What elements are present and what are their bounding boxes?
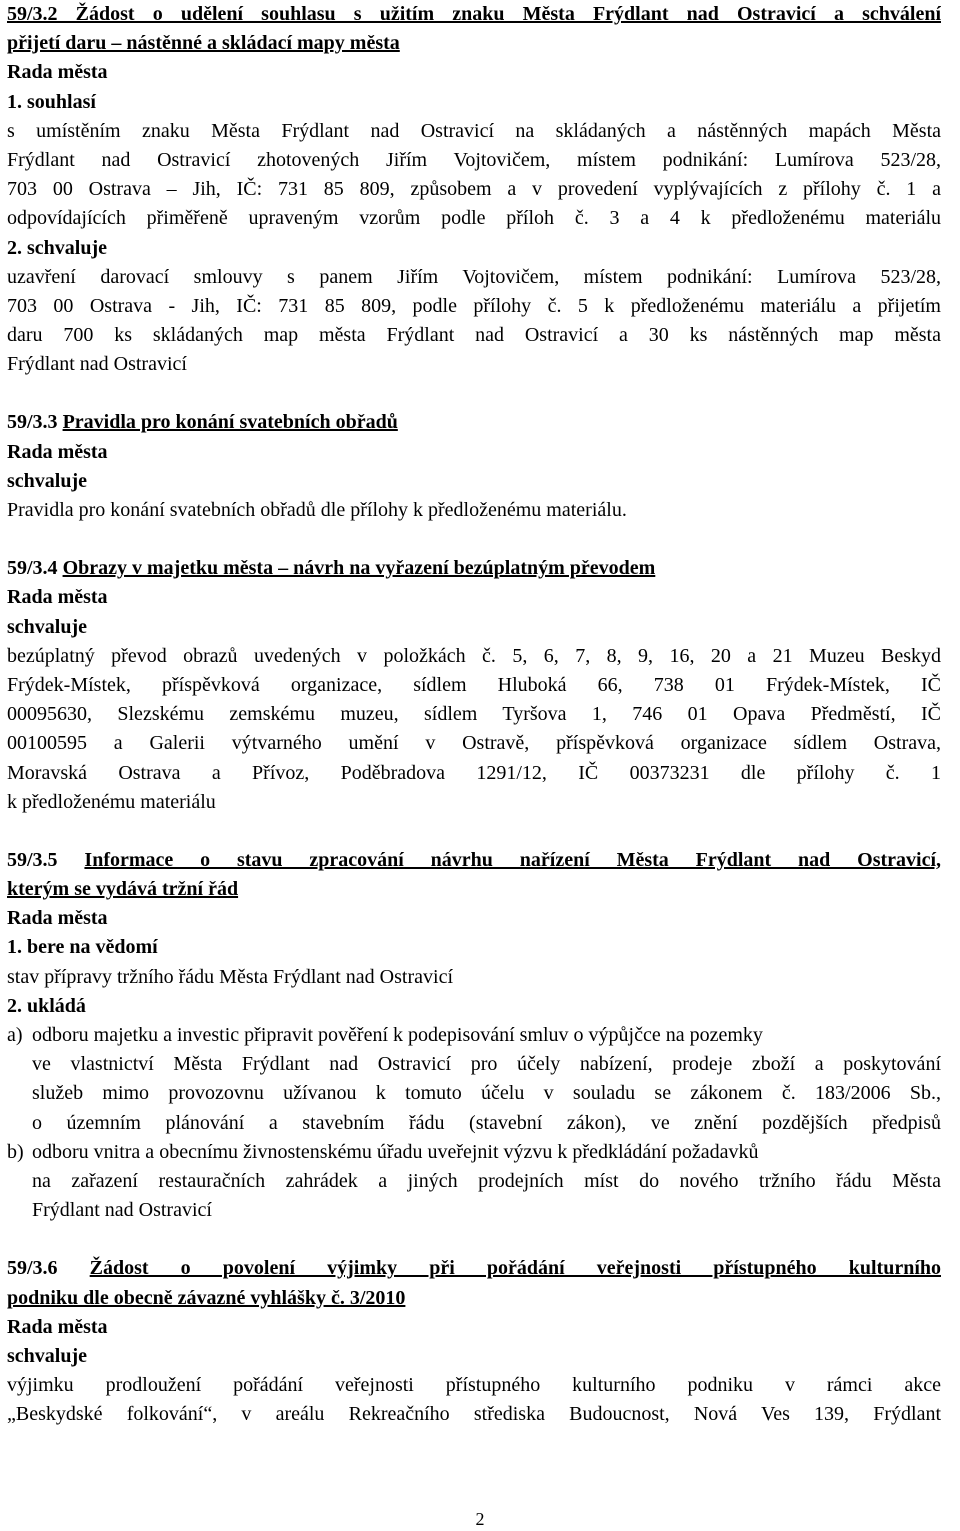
section-title: Obrazy v majetku města – návrh na vyřazení bezúplatným převodem (62, 557, 656, 580)
page-number: 2 (475, 1509, 485, 1529)
text-line: o územním plánování a stavebním řádu (stavební zákon), ve znění pozdějších předpisů (32, 1111, 941, 1134)
text-line: uzavření darovací smlouvy s panem Jiřím Vojtovičem, místem podnikání: Lumírova 523/28, (7, 265, 941, 288)
text-line: 703 00 Ostrava - Jih, IČ: 731 85 809, podle přílohy č. 5 k předloženému materiálu a přijetím (7, 294, 941, 317)
section-number: 59/3.5 (7, 848, 58, 871)
section-number: 59/3.6 (7, 1257, 58, 1280)
section-title: Informace o stavu zpracování návrhu nařízení Města Frýdlant nad Ostravicí, (84, 848, 941, 871)
resolution-verb: schvaluje (7, 1344, 87, 1367)
text-line: Moravská Ostrava a Přívoz, Poděbradova 1291/12, IČ 00373231 dle přílohy č. 1 (7, 761, 941, 784)
text-line: Frýdek-Místek, příspěvková organizace, sídlem Hluboká 66, 738 01 Frýdek-Místek, IČ (7, 673, 941, 696)
text-line: daru 700 ks skládaných map města Frýdlant nad Ostravicí a 30 ks nástěnných map města (7, 324, 941, 347)
item-label: b) (7, 1140, 24, 1163)
heading-59-3-4 (7, 554, 941, 583)
text-line: Frýdlant nad Ostravicí zhotovených Jiřím Vojtovičem, místem podnikání: Lumírova 523/28, (7, 148, 941, 171)
text-line: výjimku prodloužení pořádání veřejnosti přístupného kulturního podniku v rámci akce (7, 1374, 941, 1397)
heading-59-3-2-line1: 59/3.2 Žádost o udělení souhlasu s užitím znaku Města Frýdlant nad Ostravicí a schválení (7, 3, 941, 25)
text-line: stav přípravy tržního řádu Města Frýdlant nad Ostravicí (7, 965, 453, 988)
text-line: Frýdlant nad Ostravicí (32, 1199, 212, 1222)
text-line: „Beskydské folkování“, v areálu Rekreačního střediska Budoucnost, Nová Ves 139, Frýdlant (7, 1403, 941, 1426)
heading-59-3-6-line2: podniku dle obecně závazné vyhlášky č. 3/2010 (7, 1286, 406, 1309)
document-page (7, 0, 941, 1429)
resolution-verb: schvaluje (7, 469, 87, 492)
body-label: Rada města (7, 440, 108, 463)
text-line: služeb mimo provozovnu užívanou k tomuto účelu v souladu se zákonem č. 183/2006 Sb., (32, 1082, 941, 1105)
list-item-b (7, 1138, 941, 1167)
section-number: 59/3.4 (7, 557, 58, 580)
section-number: 59/3.3 (7, 411, 58, 434)
body-label: Rada města (7, 586, 108, 609)
heading-59-3-3 (7, 408, 941, 437)
text-line: odboru vnitra a obecnímu živnostenskému úřadu uveřejnit výzvu k předkládání požadavků (32, 1140, 759, 1163)
text-line: na zařazení restauračních zahrádek a jiných prodejních míst do nového tržního řádu Města (32, 1169, 941, 1192)
body-label: Rada města (7, 61, 108, 84)
text-line: Pravidla pro konání svatebních obřadů dle přílohy k předloženému materiálu. (7, 499, 627, 521)
resolution-point-title: 2. ukládá (7, 994, 86, 1017)
heading-59-3-6-line1 (7, 1254, 941, 1283)
text-line: s umístěním znaku Města Frýdlant nad Ostravicí na skládaných a nástěnných mapách Města (7, 119, 941, 142)
item-label: a) (7, 1024, 23, 1046)
resolution-point-title: 1. souhlasí (7, 90, 96, 113)
body-label: Rada města (7, 907, 108, 930)
body-label: Rada města (7, 1315, 108, 1338)
section-title: Pravidla pro konání svatebních obřadů (62, 411, 398, 434)
section-title: Žádost o povolení výjimky při pořádání veřejnosti přístupného kulturního (89, 1257, 941, 1280)
text-line: odpovídajících přiměřeně upraveným vzorům podle příloh č. 3 a 4 k předloženému materiálu (7, 207, 941, 230)
text-line: 00100595 a Galerii výtvarného umění v Ostravě, příspěvková organizace sídlem Ostrava, (7, 732, 941, 755)
text-line: 00095630, Slezskému zemskému muzeu, sídlem Tyršova 1, 746 01 Opava Předměstí, IČ (7, 703, 941, 726)
heading-59-3-5-line2: kterým se vydává tržní řád (7, 878, 239, 901)
text-line: Frýdlant nad Ostravicí (7, 353, 187, 376)
heading-59-3-2-line2: přijetí daru – nástěnné a skládací mapy města (7, 32, 400, 55)
text-line: 703 00 Ostrava – Jih, IČ: 731 85 809, způsobem a v provedení vyplývajících z přílohy č. 1 a (7, 178, 941, 201)
text-line: bezúplatný převod obrazů uvedených v položkách č. 5, 6, 7, 8, 9, 16, 20 a 21 Muzeu Beskyd (7, 644, 941, 667)
text-line: odboru majetku a investic připravit pověření k podepisování smluv o výpůjčce na pozemky (32, 1024, 763, 1046)
heading-59-3-5-line1 (7, 846, 941, 875)
text-line: ve vlastnictví Města Frýdlant nad Ostravicí pro účely nabízení, prodeje zboží a poskytování (32, 1053, 941, 1076)
resolution-point-title: 1. bere na vědomí (7, 936, 158, 959)
text-line: k předloženému materiálu (7, 790, 216, 813)
list-item-a (7, 1021, 941, 1050)
resolution-verb: schvaluje (7, 615, 87, 638)
resolution-point-title: 2. schvaluje (7, 236, 107, 259)
